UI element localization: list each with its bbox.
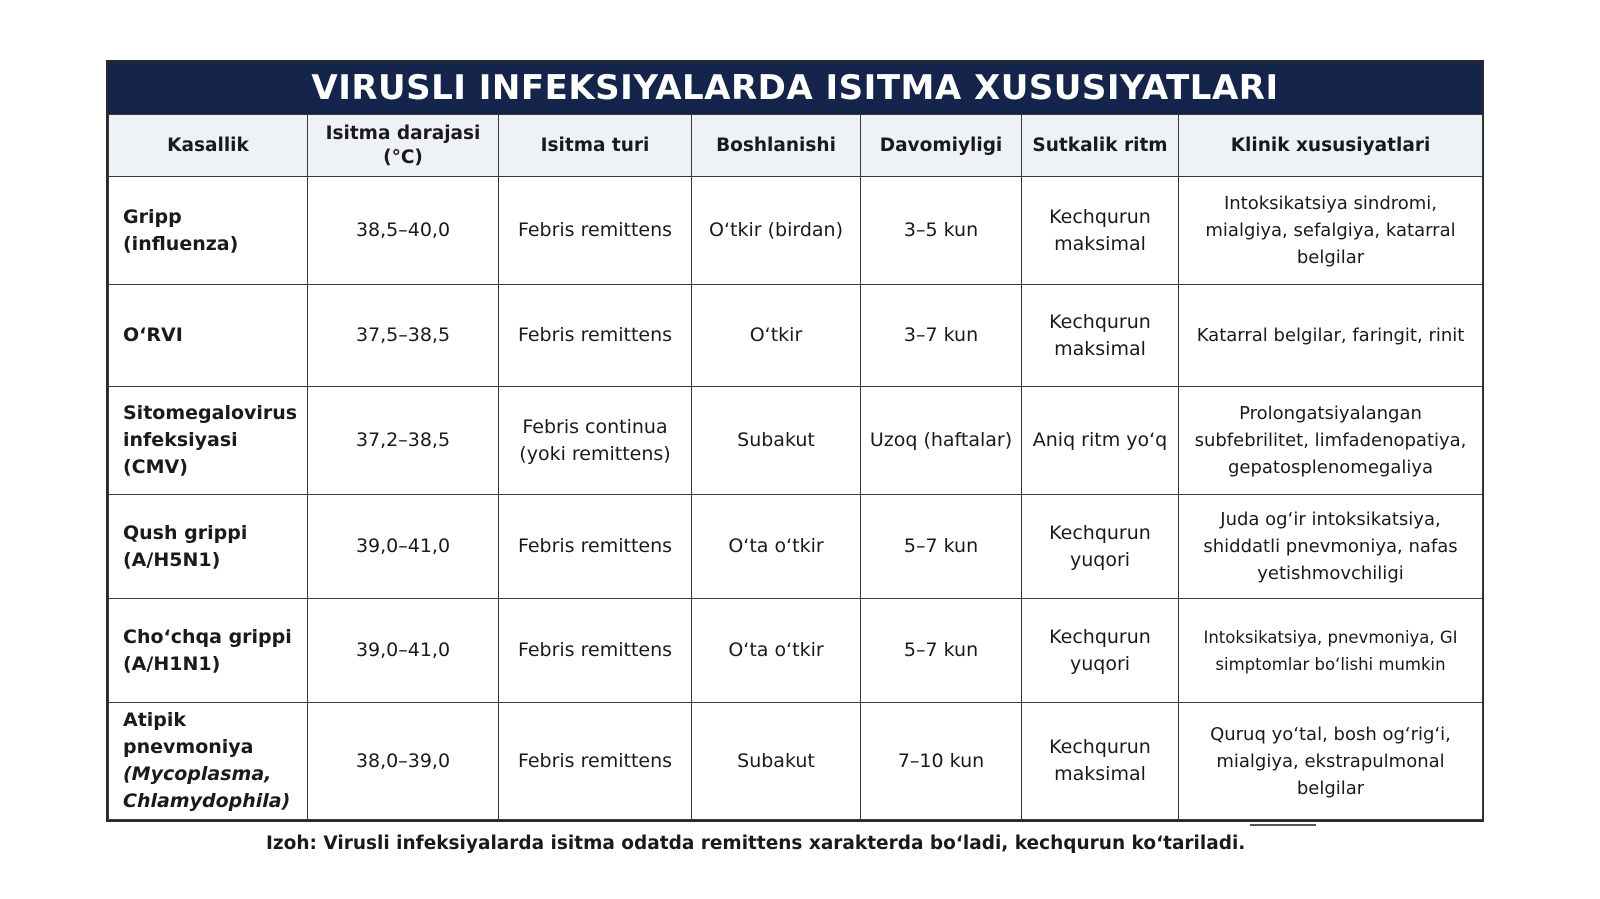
data-table xyxy=(108,114,1483,820)
temp-cell: 38,0–39,0 xyxy=(308,703,499,820)
rhythm-cell: Kechqurun yuqori xyxy=(1022,495,1179,599)
decorative-dash xyxy=(1250,824,1316,826)
rhythm-cell: Kechqurun yuqori xyxy=(1022,599,1179,703)
table-title: VIRUSLI INFEKSIYALARDA ISITMA XUSUSIYATLARI xyxy=(108,62,1482,114)
header-cell: Isitma turi xyxy=(499,115,692,177)
disease-cell xyxy=(109,703,308,820)
type-cell: Febris remittens xyxy=(499,177,692,285)
rhythm-cell: Kechqurun maksimal xyxy=(1022,177,1179,285)
table-row xyxy=(109,599,1483,703)
onset-cell: Subakut xyxy=(692,387,861,495)
onset-cell: O‘tkir xyxy=(692,285,861,387)
header-row xyxy=(109,115,1483,177)
header-cell: Boshlanishi xyxy=(692,115,861,177)
clinical-cell: Prolongatsiyalangan subfebrilitet, limfadenopatiya, gepatosplenomegaliya xyxy=(1179,387,1483,495)
duration-cell: 5–7 kun xyxy=(861,599,1022,703)
rhythm-cell: Kechqurun maksimal xyxy=(1022,703,1179,820)
disease-cell xyxy=(109,177,308,285)
disease-name: Sitomegalovirus infeksiyasi (CMV) xyxy=(123,402,298,478)
duration-cell: Uzoq (haftalar) xyxy=(861,387,1022,495)
duration-cell: 7–10 kun xyxy=(861,703,1022,820)
clinical-cell: Juda og‘ir intoksikatsiya, shiddatli pnevmoniya, nafas yetishmovchiligi xyxy=(1179,495,1483,599)
type-cell: Febris remittens xyxy=(499,495,692,599)
header-cell: Sutkalik ritm xyxy=(1022,115,1179,177)
type-cell: Febris remittens xyxy=(499,599,692,703)
temp-cell: 37,2–38,5 xyxy=(308,387,499,495)
header-cell: Kasallik xyxy=(109,115,308,177)
header-cell: Isitma darajasi (°C) xyxy=(308,115,499,177)
table-row xyxy=(109,495,1483,599)
header-cell: Klinik xususiyatlari xyxy=(1179,115,1483,177)
table-row xyxy=(109,387,1483,495)
disease-name: Gripp (influenza) xyxy=(123,205,239,255)
onset-cell: Subakut xyxy=(692,703,861,820)
temp-cell: 39,0–41,0 xyxy=(308,599,499,703)
table-row xyxy=(109,285,1483,387)
temp-cell: 38,5–40,0 xyxy=(308,177,499,285)
type-cell: Febris remittens xyxy=(499,703,692,820)
clinical-cell: Intoksikatsiya sindromi, mialgiya, sefalgiya, katarral belgilar xyxy=(1179,177,1483,285)
clinical-cell: Quruq yo‘tal, bosh og‘rig‘i, mialgiya, ekstrapulmonal belgilar xyxy=(1179,703,1483,820)
disease-name: O‘RVI xyxy=(123,324,183,346)
disease-cell xyxy=(109,387,308,495)
fever-table xyxy=(106,60,1484,822)
type-cell: Febris remittens xyxy=(499,285,692,387)
temp-cell: 39,0–41,0 xyxy=(308,495,499,599)
temp-cell: 37,5–38,5 xyxy=(308,285,499,387)
disease-pathogens: (Mycoplasma, Chlamydophila) xyxy=(123,763,291,812)
duration-cell: 5–7 kun xyxy=(861,495,1022,599)
header-cell: Davomiyligi xyxy=(861,115,1022,177)
rhythm-cell: Kechqurun maksimal xyxy=(1022,285,1179,387)
onset-cell: O‘ta o‘tkir xyxy=(692,495,861,599)
onset-cell: O‘ta o‘tkir xyxy=(692,599,861,703)
duration-cell: 3–7 kun xyxy=(861,285,1022,387)
disease-name: Cho‘chqa grippi (A/H1N1) xyxy=(123,625,292,675)
table-row xyxy=(109,703,1483,820)
disease-name: Qush grippi (A/H5N1) xyxy=(123,521,248,571)
footnote: Izoh: Virusli infeksiyalarda isitma odatda remittens xarakterda bo‘ladi, kechqurun ko‘tariladi. xyxy=(266,833,1246,854)
clinical-cell: Katarral belgilar, faringit, rinit xyxy=(1179,285,1483,387)
disease-name: Atipik pnevmoniya xyxy=(123,709,254,758)
type-cell: Febris continua (yoki remittens) xyxy=(499,387,692,495)
disease-cell xyxy=(109,599,308,703)
disease-cell xyxy=(109,285,308,387)
rhythm-cell: Aniq ritm yo‘q xyxy=(1022,387,1179,495)
onset-cell: O‘tkir (birdan) xyxy=(692,177,861,285)
disease-cell xyxy=(109,495,308,599)
duration-cell: 3–5 kun xyxy=(861,177,1022,285)
table-row xyxy=(109,177,1483,285)
clinical-cell: Intoksikatsiya, pnevmoniya, GI simptomlar bo‘lishi mumkin xyxy=(1179,599,1483,703)
